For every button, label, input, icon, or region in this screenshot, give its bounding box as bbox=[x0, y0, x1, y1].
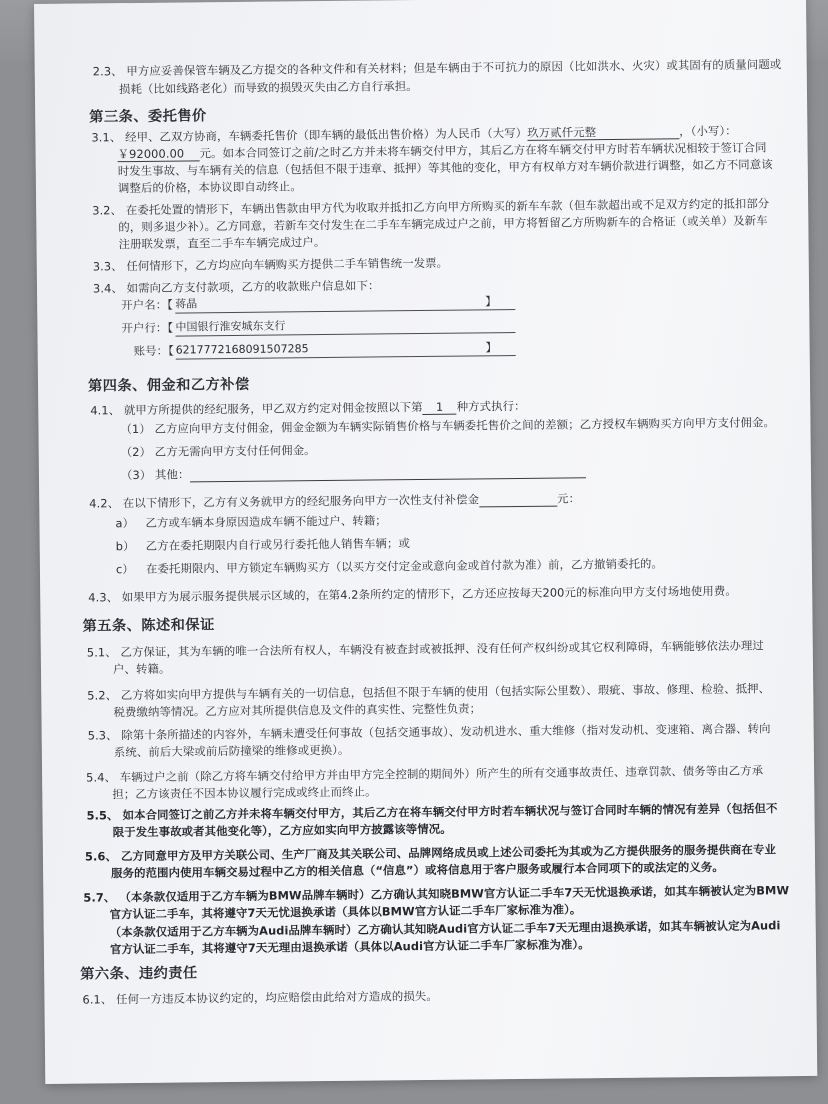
account-bank-value: 中国银行淮安城东支行 bbox=[175, 319, 286, 334]
item-b-mark: b） bbox=[115, 539, 135, 554]
account-number-field bbox=[176, 339, 516, 360]
article-5-heading: 第五条、陈述和保证 bbox=[82, 617, 215, 635]
clause-5-2-line-2: 税费缴纳等情况。乙方应对其所提供信息及文件的真实性、完整性负责； bbox=[113, 701, 482, 720]
clause-4-2-prefix: 4.2、 在以下情形下，乙方有义务就甲方的经纪服务向甲方一次性支付补偿金 bbox=[89, 492, 480, 511]
commission-option-2: （2） 乙方无需向甲方支付任何佣金。 bbox=[120, 443, 316, 460]
small-amount-label: ，（小写）： bbox=[679, 123, 737, 139]
article-6-heading: 第六条、违约责任 bbox=[80, 965, 198, 983]
clause-4-3: 4.3、 如果甲方为展示服务提供展示区域的，在第4.2条所约定的情形下，乙方还应按每天200元的标准向甲方支付场地使用费。 bbox=[88, 583, 737, 605]
account-bank-field bbox=[175, 316, 515, 337]
article-3-heading: 第三条、委托售价 bbox=[89, 108, 207, 126]
item-c-mark: c） bbox=[115, 562, 134, 577]
account-number-close: 】 bbox=[485, 340, 498, 355]
clause-3-1-line-4: 调整后的价格，本协议即自动终止。 bbox=[117, 179, 302, 196]
amount-num-value: ￥92000.00 bbox=[117, 146, 185, 162]
clause-5-3-line-2: 系统、前后大梁或前后防撞梁的维修或更换）。 bbox=[113, 742, 350, 760]
clause-3-1-line-3: 时发生事故、与车辆有关的信息（包括但不限于违章、抵押）等其他的变化，甲方有权单方对车辆价款进行调整，如乙方不同意该 bbox=[117, 157, 773, 179]
clause-4-1-line-1 bbox=[90, 398, 525, 419]
clause-5-6-line-1: 5.6、 乙方同意甲方及甲方关联公司、生产厂商及其关联公司、品牌网络成员或上述公司委托为其或为乙方提供服务的服务提供商在专业 bbox=[84, 842, 777, 864]
item-a-mark: a） bbox=[115, 516, 135, 531]
clause-3-4-line-1: 3.4、 如需向乙方支付款项，乙方的收款账户信息如下： bbox=[92, 278, 380, 296]
clause-6-1: 6.1、 任何一方违反本协议约定的，均应赔偿由此给对方造成的损失。 bbox=[82, 988, 438, 1007]
clause-3-1-prefix: 3.1、 经甲、乙双方协商，车辆委托售价（即车辆的最低出售价格）为人民币（大写） bbox=[91, 125, 528, 145]
clause-5-3-line-1: 5.3、 除第十条所描述的内容外，车辆未遭受任何事故（包括交通事故）、发动机进水、重大维修（指对发动机、变速箱、离合器、转向 bbox=[87, 721, 771, 743]
page-content bbox=[34, 0, 817, 1084]
compensation-amount-field bbox=[479, 491, 557, 508]
clause-4-2-line-1 bbox=[89, 490, 580, 511]
clause-3-2-line-2: 的，则多退少补）。乙方同意，若新车交付发生在二手车车辆完成过户之前，甲方将暂留乙方所购新车的合格证（或关单）及新车 bbox=[118, 213, 768, 235]
clause-4-1-prefix: 4.1、 就甲方所提供的经纪服务，甲乙双方约定对佣金按照以下第 bbox=[90, 399, 423, 418]
amount-words-value: 玖万贰仟元整 bbox=[527, 125, 597, 140]
account-bank-label: 开户行：【 bbox=[121, 320, 174, 336]
clause-4-1-suffix: 种方式执行： bbox=[456, 398, 526, 414]
clause-5-7-line-1: 5.7、 （本条款仅适用于乙方车辆为BMW品牌车辆时）乙方确认其知晓BMW官方认证二手车7天无忧退换承诺，如其车辆被认定为BMW bbox=[83, 883, 790, 905]
clause-2-3-line-1: 2.3、 甲方应妥善保管车辆及乙方提交的各种文件和有关材料；但是车辆由于不可抗力的原因（比如洪水、火灾）或其固有的质量问题或 bbox=[92, 57, 782, 79]
clause-3-3: 3.3、 任何情形下，乙方均应向车辆购买方提供二手车销售统一发票。 bbox=[92, 255, 449, 274]
account-number-value: 6217772168091507285 bbox=[175, 342, 309, 357]
clause-5-5-line-1: 5.5、 如本合同签订之前乙方并未将车辆交付甲方，其后乙方在将车辆交付甲方时若车辆状况与签订合同时车辆的情况有差异（包括但不 bbox=[86, 801, 778, 823]
contract-page bbox=[34, 0, 817, 1084]
clause-2-3-line-2: 损耗（比如线路老化）而导致的损毁灭失由乙方自行承担。 bbox=[118, 79, 418, 97]
clause-4-2-suffix: 元： bbox=[556, 491, 581, 506]
commission-option-1: （1） 乙方应向甲方支付佣金，佣金金额为车辆实际销售价格与车辆委托售价之间的差额；乙方授权车辆购买方向甲方支付佣金。 bbox=[120, 415, 776, 437]
clause-5-2-line-1: 5.2、 乙方将如实向甲方提供与车辆有关的一切信息，包括但不限于车辆的使用（包括实际公里数）、瑕疵、事故、修理、检验、抵押、 bbox=[87, 681, 771, 703]
article-4-heading: 第四条、佣金和乙方补偿 bbox=[87, 376, 250, 395]
clause-5-7-line-3: （本条款仅适用于乙方车辆为Audi品牌车辆时）乙方确认其知晓Audi官方认证二手车7天无理由退换承诺，如其车辆被认定为Audi bbox=[109, 918, 781, 940]
account-name-value: 蒋晶 bbox=[175, 297, 198, 311]
account-name-close: 】 bbox=[485, 294, 497, 309]
clause-5-1-line-2: 户、转籍。 bbox=[112, 661, 171, 677]
clause-5-7-line-2: 官方认证二手车，其将遵守7天无忧退换承诺（具体以BMW官方认证二手车厂家标准为准）。 bbox=[109, 902, 582, 922]
commission-other-field bbox=[189, 462, 585, 482]
account-number-label: 账号：【 bbox=[133, 343, 174, 359]
commission-choice-value: 1 bbox=[435, 399, 444, 414]
commission-option-3 bbox=[121, 462, 586, 483]
clause-5-5-line-2: 限于发生事故或者其他变化等），乙方应如实向甲方披露该等情况。 bbox=[112, 821, 452, 840]
clause-5-4-line-1: 5.4、 车辆过户之前（除乙方将车辆交付给甲方并由甲方完全控制的期间外）所产生的所有交通事故责任、违章罚款、债务等由乙方承 bbox=[86, 763, 764, 785]
amount-num-field bbox=[118, 145, 200, 162]
item-a-text: 乙方或车辆本身原因造成车辆不能过户、转籍； bbox=[145, 513, 387, 530]
amount-words-field bbox=[527, 123, 679, 141]
clause-3-2-line-1: 3.2、 在委托处置的情形下，车辆出售款由甲方代为收取并抵扣乙方向甲方所购买的新车车款（但车款超出或不足双方约定的抵扣部分 bbox=[92, 196, 770, 218]
clause-5-1-line-1: 5.1、 乙方保证，其为车辆的唯一合法所有权人，车辆没有被查封或被抵押、没有任何产权纠纷或其它权利障碍，车辆能够依法办理过 bbox=[86, 638, 764, 660]
clause-5-7-line-4: 官方认证二手车，其将遵守7天无理由退换承诺（具体以Audi官方认证二手车厂家标准为准）。 bbox=[109, 937, 590, 957]
item-b-text: 乙方在委托期限内自行或另行委托他人销售车辆；或 bbox=[145, 536, 411, 553]
clause-3-1-line-2-rest: 元。如本合同签订之前/之时乙方并未将车辆交付甲方，其后乙方在将车辆交付甲方时若车辆状况相较于签订合同 bbox=[199, 140, 767, 161]
account-name-field bbox=[175, 293, 515, 314]
item-c-text: 在委托期限内、甲方锁定车辆购买方（以买方交付定金或意向金或首付款为准）前，乙方撤销委托的。 bbox=[145, 556, 664, 576]
account-name-label: 开户名：【 bbox=[121, 297, 174, 313]
commission-option-3-label: （3） 其他： bbox=[120, 467, 190, 483]
clause-5-6-line-2: 服务的范围内使用车辆交易过程中乙方的相关信息（“信息”）或将信息用于客户服务或履行本合同项下的或法定的义务。 bbox=[111, 859, 724, 881]
clause-3-2-line-3: 注册联发票，直至二手车车辆完成过户。 bbox=[118, 235, 326, 252]
commission-choice-field bbox=[423, 399, 457, 415]
clause-5-4-line-2: 担；乙方该责任不因本协议履行完成或终止而终止。 bbox=[112, 784, 377, 802]
